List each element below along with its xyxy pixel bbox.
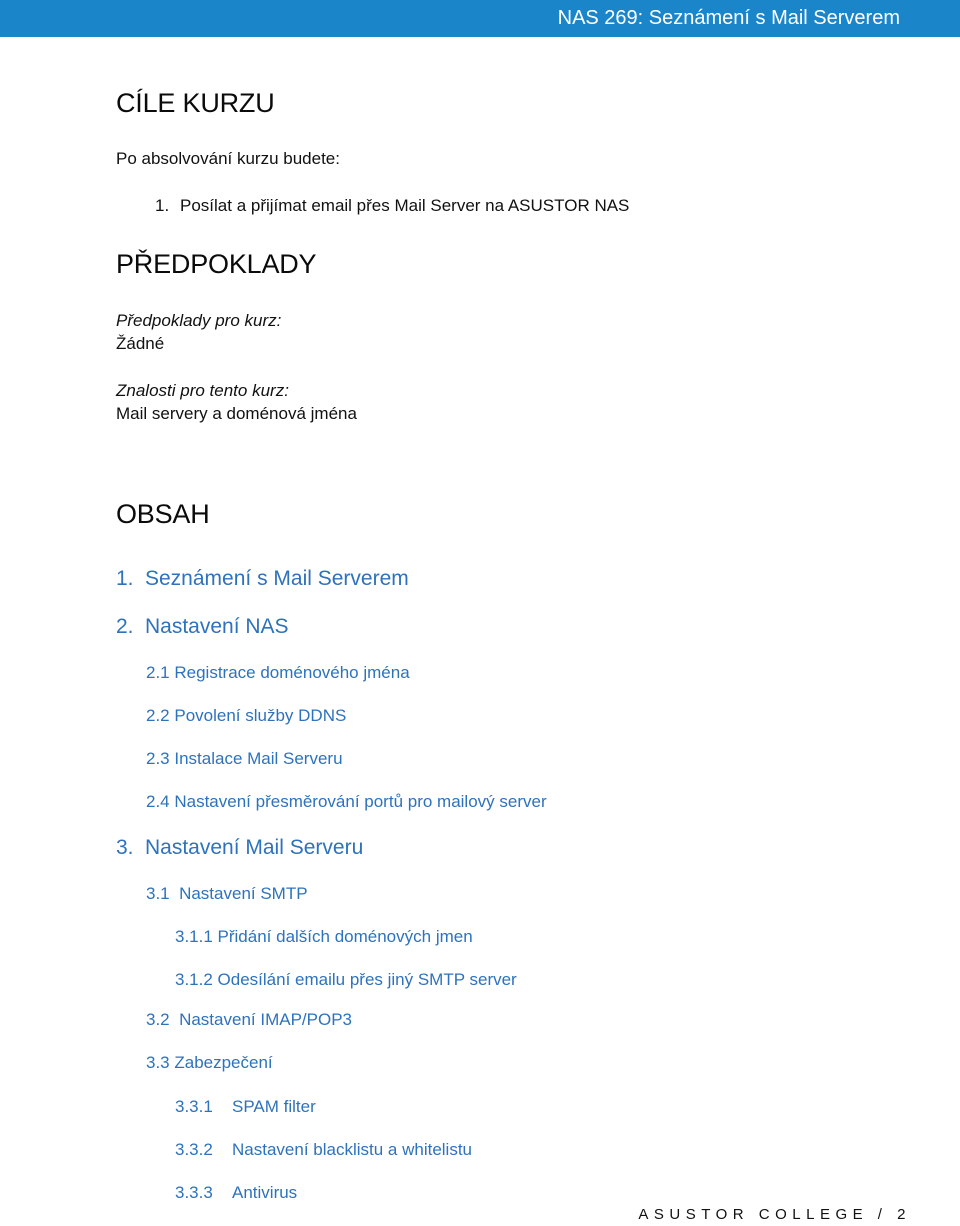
prerequisites-heading: PŘEDPOKLADY	[116, 249, 317, 279]
toc-entry-number: 3.3.2	[175, 1140, 213, 1159]
prerequisites-course-value: Žádné	[116, 334, 165, 353]
toc-entry-3[interactable]	[116, 836, 363, 860]
toc-entry-text: Nastavení blacklistu a whitelistu	[232, 1140, 473, 1159]
toc-entry-3-1-1[interactable]: 3.1.1 Přidání dalších doménových jmen	[175, 927, 473, 946]
prerequisites-course-label: Předpoklady pro kurz:	[116, 311, 282, 330]
toc-entry-3-1[interactable]: 3.1 Nastavení SMTP	[146, 884, 308, 903]
toc-entry-text: Seznámení s Mail Serverem	[145, 567, 409, 590]
toc-entry-3-3-1[interactable]	[175, 1097, 316, 1117]
toc-entry-number: 3.3.1	[175, 1097, 213, 1116]
toc-entry-number: 2.	[116, 615, 134, 638]
prerequisites-knowledge-value: Mail servery a doménová jména	[116, 404, 357, 423]
goal-item-number: 1.	[155, 196, 170, 215]
page-footer: ASUSTOR COLLEGE / 2	[638, 1206, 911, 1223]
toc-entry-3-1-2[interactable]: 3.1.2 Odesílání emailu přes jiný SMTP server	[175, 970, 517, 989]
header-bar	[0, 0, 960, 37]
toc-entry-3-3-3[interactable]	[175, 1183, 297, 1203]
toc-entry-number: 1.	[116, 567, 134, 590]
toc-entry-number: 3.	[116, 836, 134, 859]
toc-entry-text: SPAM filter	[232, 1097, 316, 1116]
toc-entry-text: Nastavení Mail Serveru	[145, 836, 364, 859]
goals-heading: CÍLE KURZU	[116, 88, 275, 118]
toc-entry-2-3[interactable]: 2.3 Instalace Mail Serveru	[146, 749, 343, 768]
toc-entry-3-3-2[interactable]	[175, 1140, 472, 1160]
toc-entry-number: 3.3.3	[175, 1183, 213, 1202]
goals-intro: Po absolvování kurzu budete:	[116, 149, 340, 168]
document-title: NAS 269: Seznámení s Mail Serverem	[557, 7, 900, 29]
toc-entry-3-2[interactable]: 3.2 Nastavení IMAP/POP3	[146, 1010, 352, 1029]
toc-entry-1[interactable]	[116, 567, 409, 591]
prerequisites-knowledge-label: Znalosti pro tento kurz:	[116, 381, 289, 400]
toc-entry-text: Antivirus	[232, 1183, 298, 1202]
contents-heading: OBSAH	[116, 499, 210, 529]
goal-item-text: Posílat a přijímat email přes Mail Server na ASUSTOR NAS	[180, 196, 630, 215]
toc-entry-2[interactable]	[116, 615, 289, 639]
toc-entry-3-3[interactable]: 3.3 Zabezpečení	[146, 1053, 273, 1072]
toc-entry-text: Nastavení NAS	[145, 615, 289, 638]
toc-entry-2-2[interactable]: 2.2 Povolení služby DDNS	[146, 706, 347, 725]
toc-entry-2-1[interactable]: 2.1 Registrace doménového jména	[146, 663, 410, 682]
goal-item-1	[155, 196, 629, 216]
toc-entry-2-4[interactable]: 2.4 Nastavení přesměrování portů pro mailový server	[146, 792, 547, 811]
